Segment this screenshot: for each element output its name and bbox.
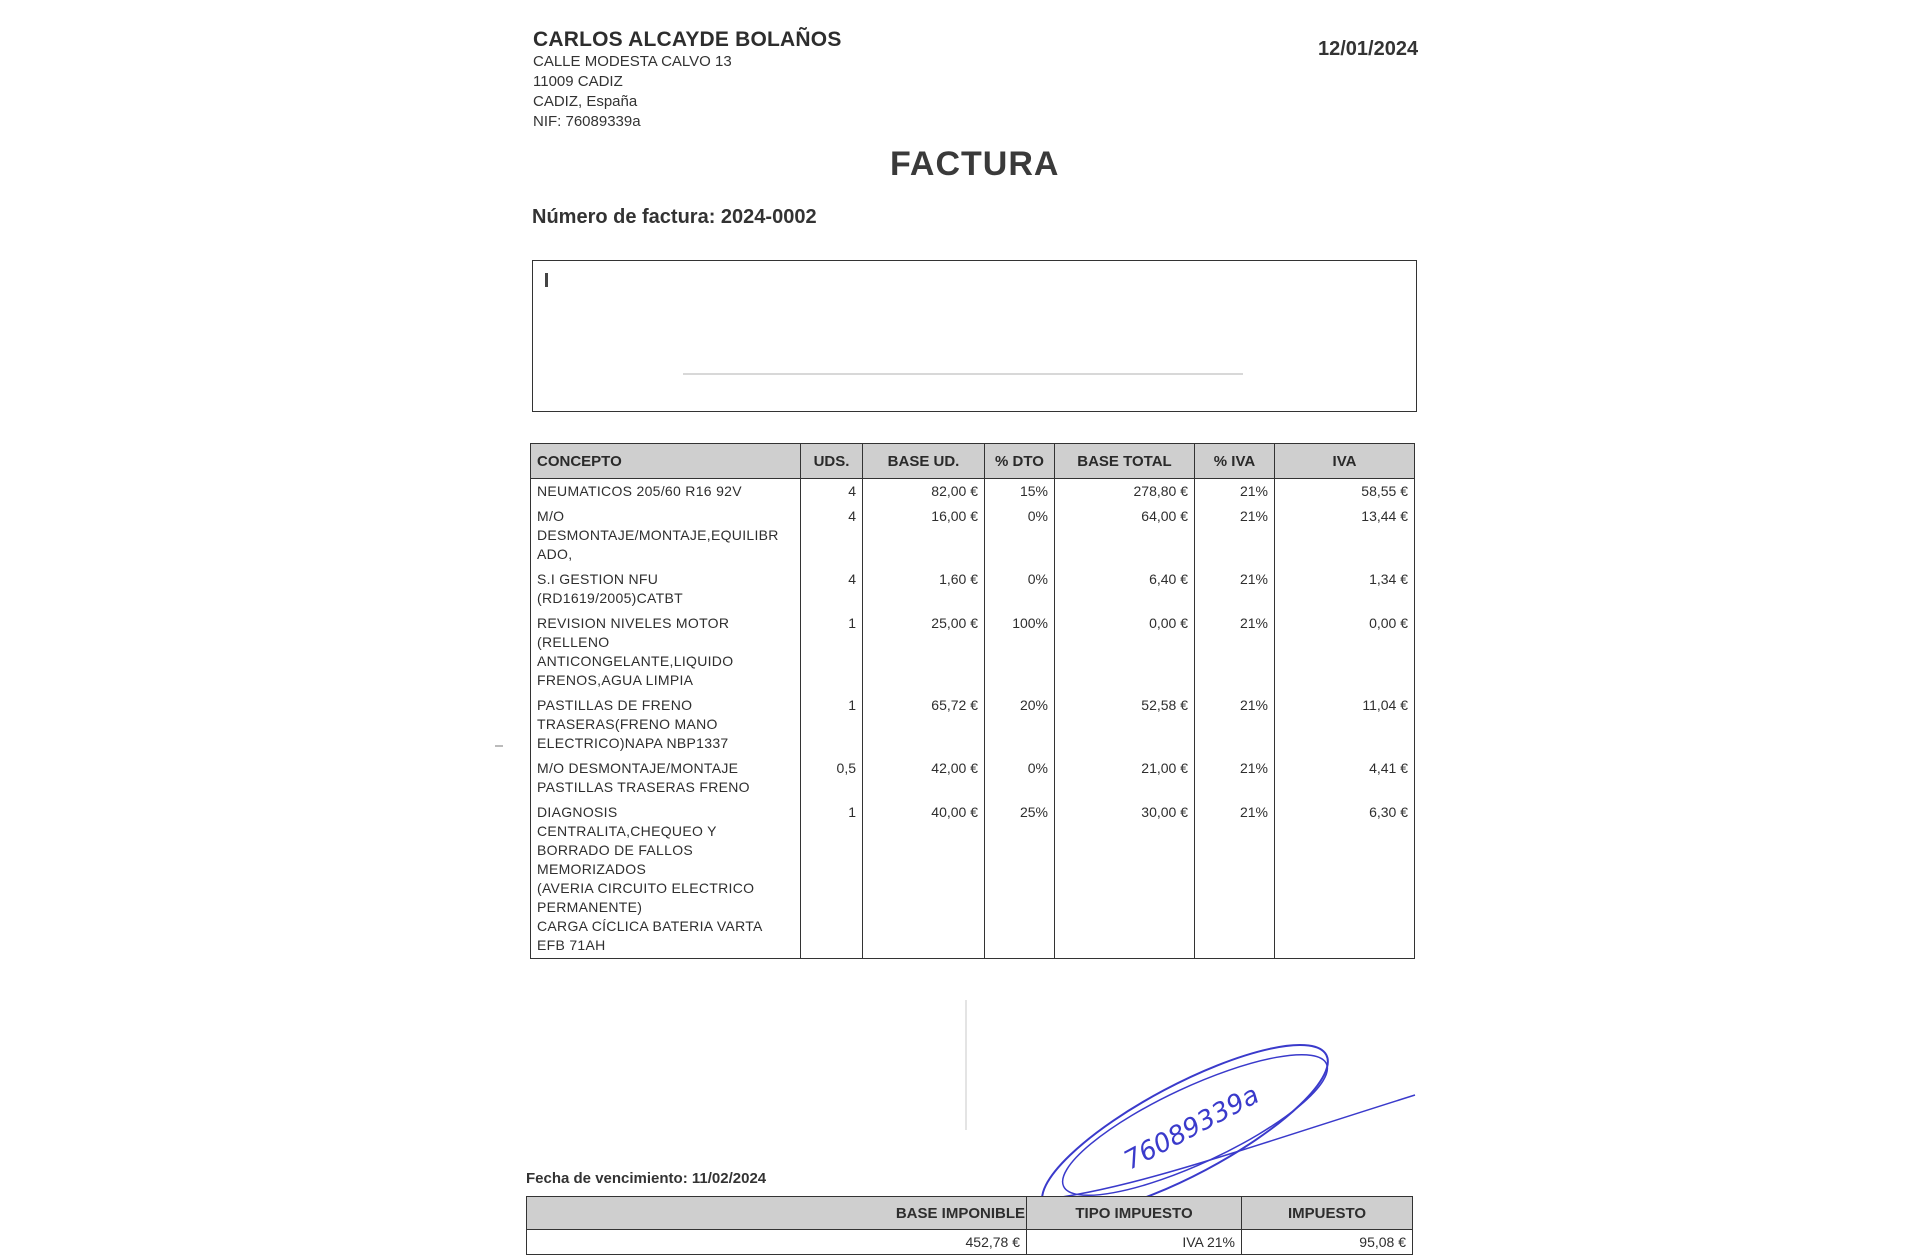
cell-uds: 4 — [801, 567, 863, 611]
redaction-mark — [683, 373, 1243, 375]
cell-uds: 0,5 — [801, 756, 863, 800]
col-header-base-total: BASE TOTAL — [1055, 444, 1195, 479]
col-header-tipo-impuesto: TIPO IMPUESTO — [1027, 1197, 1242, 1230]
cell-uds: 4 — [801, 479, 863, 505]
col-header-pct-iva: % IVA — [1195, 444, 1275, 479]
cell-pct-iva: 21% — [1195, 479, 1275, 505]
col-header-dto: % DTO — [985, 444, 1055, 479]
cell-dto: 0% — [985, 756, 1055, 800]
invoice-number: Número de factura: 2024-0002 — [532, 206, 817, 228]
table-row — [531, 756, 1415, 800]
col-header-impuesto: IMPUESTO — [1242, 1197, 1413, 1230]
cell-pct-iva: 21% — [1195, 800, 1275, 959]
cell-concepto: M/O DESMONTAJE/MONTAJE PASTILLAS TRASERAS FRENO — [531, 756, 801, 800]
issuer-nif: NIF: 76089339a — [533, 113, 641, 130]
cell-pct-iva: 21% — [1195, 611, 1275, 693]
invoice-date: 12/01/2024 — [1318, 38, 1419, 60]
cell-base-ud: 65,72 € — [863, 693, 985, 756]
table-row — [531, 800, 1415, 959]
cell-concepto: M/O DESMONTAJE/MONTAJE,EQUILIBR ADO, — [531, 504, 801, 567]
cell-base-total: 64,00 € — [1055, 504, 1195, 567]
cell-base-total: 30,00 € — [1055, 800, 1195, 959]
cell-dto: 25% — [985, 800, 1055, 959]
cell-concepto: S.I GESTION NFU (RD1619/2005)CATBT — [531, 567, 801, 611]
cell-dto: 0% — [985, 567, 1055, 611]
table-row — [531, 479, 1415, 505]
table-row — [531, 504, 1415, 567]
cell-iva: 6,30 € — [1275, 800, 1415, 959]
table-row — [531, 567, 1415, 611]
document-title: FACTURA — [890, 145, 1060, 183]
cell-dto: 20% — [985, 693, 1055, 756]
col-header-concepto: CONCEPTO — [531, 444, 801, 479]
cell-pct-iva: 21% — [1195, 756, 1275, 800]
issuer-address-3: CADIZ, España — [533, 93, 638, 110]
cell-base-ud: 25,00 € — [863, 611, 985, 693]
cell-dto: 15% — [985, 479, 1055, 505]
cell-base-ud: 82,00 € — [863, 479, 985, 505]
cell-uds: 1 — [801, 693, 863, 756]
cell-base-ud: 42,00 € — [863, 756, 985, 800]
line-items-table — [530, 443, 1415, 959]
col-header-iva: IVA — [1275, 444, 1415, 479]
cell-dto: 100% — [985, 611, 1055, 693]
issuer-address-1: CALLE MODESTA CALVO 13 — [533, 53, 732, 70]
cell-uds: 4 — [801, 504, 863, 567]
cell-concepto: NEUMATICOS 205/60 R16 92V — [531, 479, 801, 505]
cell-iva: 11,04 € — [1275, 693, 1415, 756]
cell-pct-iva: 21% — [1195, 504, 1275, 567]
cell-pct-iva: 21% — [1195, 693, 1275, 756]
totals-row — [527, 1230, 1413, 1255]
cell-base-total: 278,80 € — [1055, 479, 1195, 505]
cell-dto: 0% — [985, 504, 1055, 567]
issuer-block — [533, 28, 842, 132]
total-impuesto: 95,08 € — [1242, 1230, 1413, 1255]
cell-iva: 4,41 € — [1275, 756, 1415, 800]
table-row — [531, 611, 1415, 693]
total-base-imponible: 452,78 € — [527, 1230, 1027, 1255]
cell-pct-iva: 21% — [1195, 567, 1275, 611]
totals-header-row — [527, 1197, 1413, 1230]
cell-base-ud: 1,60 € — [863, 567, 985, 611]
scan-fold-line — [965, 1000, 967, 1130]
signature-stamp — [1010, 1040, 1430, 1210]
client-box-redacted — [532, 260, 1417, 412]
table-row — [531, 693, 1415, 756]
cell-iva: 0,00 € — [1275, 611, 1415, 693]
cell-iva: 13,44 € — [1275, 504, 1415, 567]
cell-base-total: 52,58 € — [1055, 693, 1195, 756]
cell-iva: 58,55 € — [1275, 479, 1415, 505]
cell-base-ud: 16,00 € — [863, 504, 985, 567]
issuer-name: CARLOS ALCAYDE BOLAÑOS — [533, 28, 842, 51]
cell-base-total: 6,40 € — [1055, 567, 1195, 611]
cell-uds: 1 — [801, 800, 863, 959]
issuer-address-2: 11009 CADIZ — [533, 73, 623, 90]
cell-concepto: DIAGNOSIS CENTRALITA,CHEQUEO Y BORRADO DE FALLOS MEMORIZADOS (AVERIA CIRCUITO ELECTRICO PERMANENTE) CARGA CÍCLICA BATERIA VARTA EFB 71AH — [531, 800, 801, 959]
redaction-mark — [545, 273, 548, 287]
col-header-base-ud: BASE UD. — [863, 444, 985, 479]
total-tipo-impuesto: IVA 21% — [1027, 1230, 1242, 1255]
scan-speck — [495, 745, 503, 747]
cell-concepto: PASTILLAS DE FRENO TRASERAS(FRENO MANO ELECTRICO)NAPA NBP1337 — [531, 693, 801, 756]
cell-uds: 1 — [801, 611, 863, 693]
due-date: Fecha de vencimiento: 11/02/2024 — [526, 1170, 767, 1187]
cell-iva: 1,34 € — [1275, 567, 1415, 611]
table-header-row — [531, 444, 1415, 479]
signature-text: 76089339a — [1119, 1080, 1265, 1177]
cell-concepto: REVISION NIVELES MOTOR (RELLENO ANTICONGELANTE,LIQUIDO FRENOS,AGUA LIMPIA — [531, 611, 801, 693]
cell-base-ud: 40,00 € — [863, 800, 985, 959]
col-header-base-imponible: BASE IMPONIBLE — [527, 1197, 1027, 1230]
totals-table — [526, 1196, 1413, 1255]
cell-base-total: 21,00 € — [1055, 756, 1195, 800]
cell-base-total: 0,00 € — [1055, 611, 1195, 693]
col-header-uds: UDS. — [801, 444, 863, 479]
